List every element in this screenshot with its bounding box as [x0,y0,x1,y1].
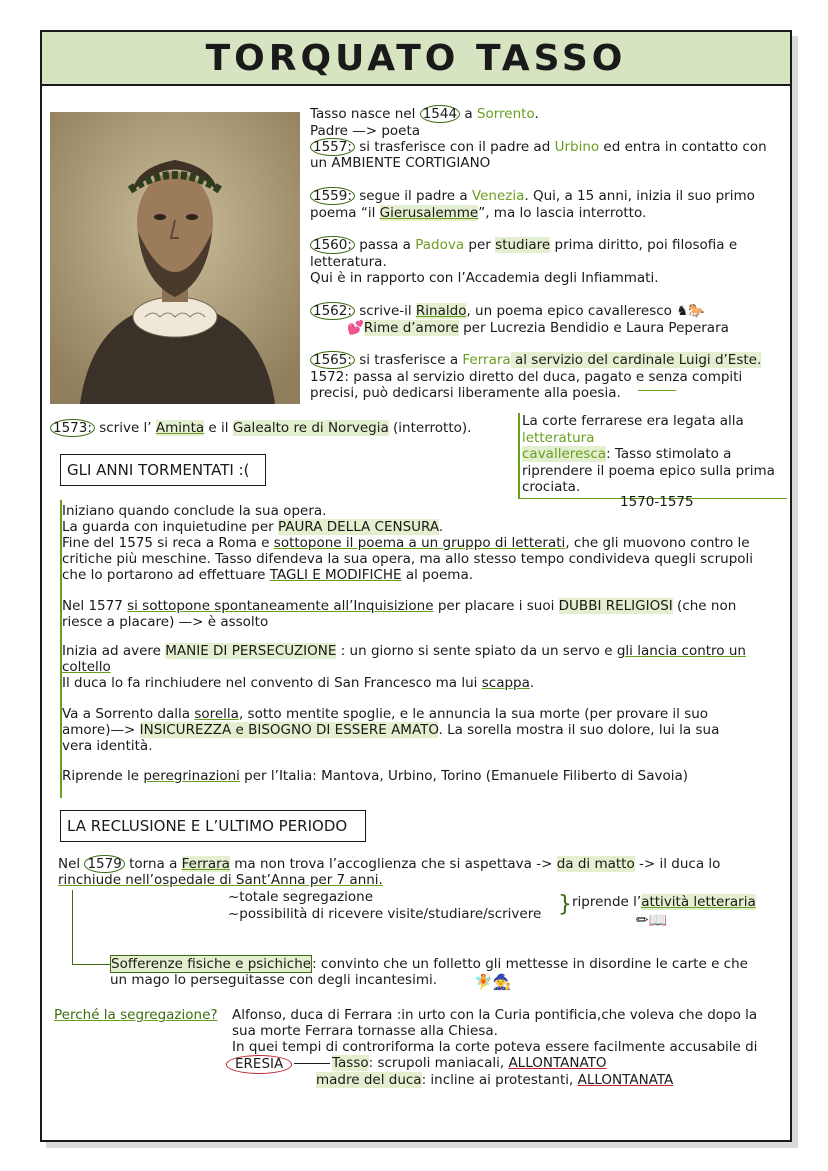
para-line [62,659,111,676]
highlight-sorella: sorella [194,706,239,722]
bio-line-rime [347,320,729,337]
text: : incline ai protestanti, [421,1072,578,1088]
bio-line-1573 [50,420,471,437]
highlight-coltello: gli lancia contro un [616,643,746,659]
note-line: crociata. [522,479,581,495]
text: . [529,675,535,691]
text: Il duca lo fa rinchiudere nel convento di San Francesco ma lui [62,675,482,691]
para-line [62,598,736,615]
bio-line-1565 [310,352,761,369]
place-ferrara: Ferrara [181,856,230,872]
highlight-inquisizione: si sottopone spontaneamente all’Inquisizione [127,598,434,614]
text: torna a [124,856,182,872]
highlight-peregrinazioni: peregrinazioni [143,768,240,784]
text: segue il padre a [354,188,472,204]
text: (che non [672,598,737,614]
bio-line-1572: 1572: passa al servizio diretto del duca, pagato e senza compiti [310,369,743,385]
text: a [460,106,477,122]
text: amore)—> [62,722,140,738]
year-1544: 1544 [420,105,460,123]
hearts-icon: 💕 [347,320,364,336]
highlight-allontanata: ALLONTANATA [577,1072,674,1088]
para-line [58,856,720,873]
text: poema “il [310,205,380,221]
list-item: ~possibilità di ricevere visite/studiare/scrivere [228,906,542,922]
highlight-attivita: attività letteraria [641,894,756,910]
pencil-icon: ✏📖 [636,911,668,929]
text: ma non trova l’accoglienza che si aspettava -> [229,856,557,872]
para-line [62,535,750,552]
text: ed entra in contatto con [599,139,767,155]
text: , che gli muovono contro le [565,535,750,551]
text: . Qui, a 15 anni, inizia il suo primo [524,188,755,204]
work-gierusalemme: Gierusalemme [379,205,479,221]
work-rinaldo: Rinaldo [415,303,467,319]
list-item [572,894,756,911]
para-line: riesce a placare) —> è assolto [62,614,269,630]
fairy-icon: 🧚🧙 [474,973,512,991]
place-sorrento: Sorrento [476,106,535,122]
note-line: letteratura [522,429,595,446]
place-ferrara: Ferrara [462,352,511,368]
text: per [464,237,496,253]
text: scrive l’ [94,420,156,436]
highlight-tagli: TAGLI E MODIFICHE [269,567,402,583]
text: Tasso nasce nel [310,106,420,122]
bio-line-1559 [310,188,755,205]
year-1557: 1557: [310,138,355,156]
text: madre del duca [316,1072,422,1088]
text: -> il duca lo [634,856,721,872]
place-venezia: Venezia [471,188,525,204]
text: si trasferisce con il padre ad [354,139,555,155]
para-line [62,768,688,785]
text: Nel 1577 [62,598,128,614]
para-line [62,643,746,660]
note-line: La corte ferrarese era legata alla [522,413,744,429]
note-line: riprendere il poema epico sulla prima [522,462,775,479]
text: e il [204,420,233,436]
text: che lo portarono ad effettuare [62,567,270,583]
text: , un poema epico cavalleresco [466,303,672,319]
text: ”, ma lo lascia interrotto. [478,205,647,221]
text: coltello [62,659,111,675]
bio-line-accademia: Qui è in rapporto con l’Accademia degli Infiammati. [310,270,659,286]
text: : un giorno si sente spiato da un servo e [336,643,617,659]
text: passa a [354,237,416,253]
work-aminta: Aminta [155,420,205,436]
list-item: ~totale segregazione [228,889,374,905]
text: per Lucrezia Bendidio e Laura Peperara [458,320,729,336]
bio-line-father: Padre —> poeta [310,123,421,139]
text: rinchiude nell’ospedale di Sant’Anna per 7 anni. [58,872,383,888]
bio-line-1562 [310,303,705,320]
bio-line-1560 [310,237,737,254]
connector-line [638,390,676,391]
para-line: un mago lo perseguitasse con degli incantesimi. [110,972,438,988]
connector-line [294,1063,330,1064]
highlight-sofferenze: Sofferenze fisiche e psichiche [111,956,312,972]
text: (interrotto). [388,420,472,436]
text: prima diritto, poi filosofia e [550,237,738,253]
text: . [534,106,539,122]
para-line: sua morte Ferrara tornasse alla Chiesa. [232,1023,498,1039]
para-line [62,722,719,739]
place-padova: Padova [415,237,465,253]
note-line: cavalleresca [522,446,607,462]
highlight-manie: MANIE DI PERSECUZIONE [165,643,337,659]
para-line [332,1055,607,1072]
question-label [54,1007,218,1024]
text: per placare i suoi [433,598,559,614]
highlight-cardinale: al servizio del cardinale Luigi d’Este. [510,352,762,368]
text: per l’Italia: Mantova, Urbino, Torino (Emanuele Filiberto di Savoia) [239,768,689,784]
bio-line-1557 [310,139,767,156]
side-note [518,413,787,499]
note-years: 1570-1575 [620,494,694,510]
para-line [110,956,748,973]
title-banner [42,32,790,86]
para-line [316,1072,673,1089]
text: riprende l’ [572,894,642,910]
work-rime: Rime d’amore [363,320,459,336]
text: Riprende le [62,768,144,784]
text: si trasferisce a [354,352,463,368]
para-line: Iniziano quando conclude la sua opera. [62,503,327,519]
text: Tasso [332,1055,369,1071]
year-1562: 1562: [310,302,355,320]
para-line: critiche più meschine. Tasso difendeva la sua opera, ma allo stesso tempo condivideva quegli scrupoli [62,551,754,567]
text: Perché la segregazione? [54,1007,218,1023]
text: . La sorella mostra il suo dolore, lui la sua [438,722,720,738]
highlight-allontanato: ALLONTANATO [508,1055,607,1071]
highlight-letterati: sottopone il poema a un gruppo di letterati [273,535,566,551]
highlight-dubbi: DUBBI RELIGIOSI [558,598,673,614]
bio-line-court: un AMBIENTE CORTIGIANO [310,155,491,171]
para-line: Alfonso, duca di Ferrara :in urto con la Curia pontificia,che voleva che dopo la [232,1007,758,1023]
highlight-studiare: studiare [495,237,551,253]
para-line [62,675,534,692]
text: : scrupoli maniacali, [368,1055,509,1071]
knight-icon: ♞ [676,303,689,319]
text: Va a Sorrento dalla [62,706,195,722]
highlight-censura: PAURA DELLA CENSURA [278,519,439,535]
bio-line-birth [310,106,539,123]
text: Nel [58,856,85,872]
work-galealto: Galealto re di Norvegia [232,420,389,436]
para-line [62,706,708,723]
portrait-image [50,112,300,404]
text: Inizia ad avere [62,643,166,659]
year-1560: 1560: [310,236,355,254]
para-line [62,567,473,584]
year-1573: 1573: [50,419,95,437]
brace-icon: } [558,892,572,917]
text: , sotto mentite spoglie, e le annuncia la sua morte (per provare il suo [238,706,709,722]
para-line [58,872,383,889]
text: Fine del 1575 si reca a Roma e [62,535,274,551]
text: . [438,519,444,535]
year-1579: 1579 [84,855,124,873]
text: al poema. [401,567,474,583]
note-line: : Tasso stimolato a [606,446,732,462]
para-line: vera identità. [62,738,153,754]
text: scrive-il [354,303,416,319]
page-title: TORQUATO TASSO [205,37,627,79]
bio-line-gierusalemme [310,205,646,222]
year-1559: 1559: [310,187,355,205]
highlight-eresia: ERESIA [226,1055,292,1074]
document-page [40,30,792,1142]
highlight-matto: da di matto [556,856,635,872]
bio-line-letteratura: letteratura. [310,254,387,270]
connector-line [72,890,73,964]
connector-line [72,964,110,965]
highlight-insicurezza: INSICUREZZA e BISOGNO DI ESSERE AMATO [139,722,439,738]
highlight-scappa: scappa [481,675,530,691]
bio-line-poesia: precisi, può dedicarsi liberamente alla poesia. [310,385,621,401]
text: La guarda con inquietudine per [62,519,278,535]
section-heading-reclusione: LA RECLUSIONE E L’ULTIMO PERIODO [60,810,366,842]
section-heading-anni-tormentati: GLI ANNI TORMENTATI :( [60,454,266,486]
year-1565: 1565: [310,351,355,369]
para-line [62,519,443,536]
horse-icon: 🐎 [688,303,706,319]
para-line: In quei tempi di controriforma la corte poteva essere facilmente accusabile di [232,1039,758,1055]
text: : convinto che un folletto gli mettesse in disordine le carte e che [312,956,748,972]
place-urbino: Urbino [554,139,600,155]
